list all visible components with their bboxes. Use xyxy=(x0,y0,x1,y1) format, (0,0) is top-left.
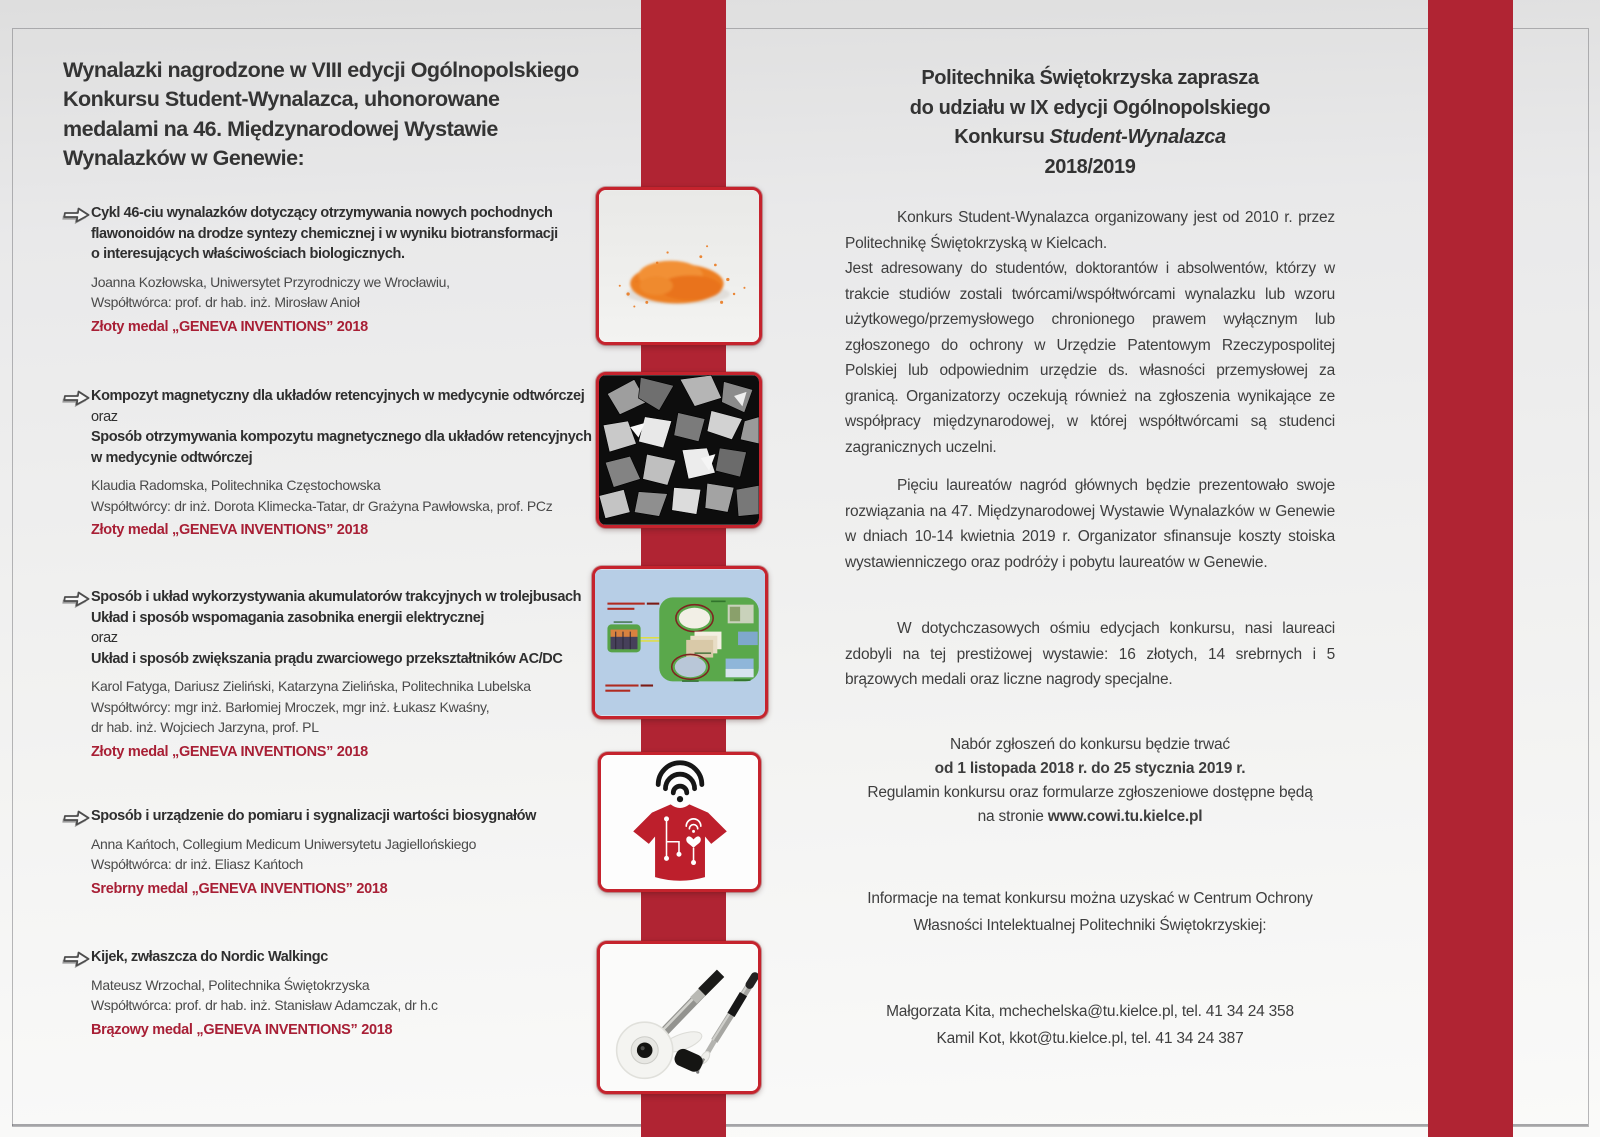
paragraph-about-contest xyxy=(845,205,1335,460)
callout-website-line xyxy=(845,805,1335,829)
callout-website-prefix: na stronie xyxy=(977,808,1048,825)
arrow-icon xyxy=(62,949,92,969)
left-page-title xyxy=(63,56,603,173)
right-title-line3-prefix: Konkursu xyxy=(954,126,1050,148)
invention-authors-line: Współtwórcy: dr inż. Dorota Klimecka-Tatar, dr Grażyna Pawłowska, prof. PCz xyxy=(91,497,553,514)
arrow-icon xyxy=(62,589,92,609)
medal-award-text: Złoty medal „GENEVA INVENTIONS” 2018 xyxy=(91,743,368,760)
left-title-line: Wynalazki nagrodzone w VIII edycji Ogólnopolskiego xyxy=(63,58,579,82)
right-page-title xyxy=(845,64,1335,182)
paragraph-laureates-geneva xyxy=(845,473,1335,575)
invention-title-line: oraz xyxy=(91,630,118,646)
contact-line: Małgorzata Kita, mchechelska@tu.kielce.pl, tel. 41 34 24 358 xyxy=(886,1003,1294,1020)
contact-block xyxy=(845,998,1335,1052)
arrow-icon xyxy=(62,205,92,225)
invention-title-line: w medycynie odtwórczej xyxy=(91,449,253,466)
invention-item xyxy=(62,806,602,897)
right-title-line: Politechnika Świętokrzyska zaprasza xyxy=(921,67,1259,89)
invention-item xyxy=(62,386,602,538)
medal-award-text: Srebrny medal „GENEVA INVENTIONS” 2018 xyxy=(91,880,388,897)
invention-item xyxy=(62,587,602,760)
medal-award-text: Złoty medal „GENEVA INVENTIONS” 2018 xyxy=(91,522,368,538)
invention-authors-line: Joanna Kozłowska, Uniwersytet Przyrodniczy we Wrocławiu, xyxy=(91,273,450,290)
paragraph-past-editions xyxy=(845,616,1335,693)
info-line: Własności Intelektualnej Politechniki Świętokrzyskiej: xyxy=(913,916,1267,934)
left-title-line: Wynalazków w Genewie: xyxy=(63,145,305,170)
page-bottom-edge-line xyxy=(12,1124,1588,1126)
medal-award-text: Brązowy medal „GENEVA INVENTIONS” 2018 xyxy=(91,1021,393,1038)
invention-authors-line: Karol Fatyga, Dariusz Zieliński, Katarzyna Zielińska, Politechnika Lubelska xyxy=(91,678,531,694)
arrow-icon xyxy=(62,808,92,828)
invention-title-line: oraz xyxy=(91,408,118,425)
right-title-line3-italic: Student-Wynalazca xyxy=(1049,126,1226,148)
left-title-line: Konkursu Student-Wynalazca, uhonorowane xyxy=(63,87,500,112)
website-url: www.cowi.tu.kielce.pl xyxy=(1047,808,1203,825)
paragraph-text: Konkurs Student-Wynalazca organizowany jest od 2010 r. przez Politechnikę Świętokrzyską w Kielcach. xyxy=(845,209,1335,252)
callout-line: Nabór zgłoszeń do konkursu będzie trwać xyxy=(950,736,1230,753)
info-line: Informacje na temat konkursu można uzyskać w Centrum Ochrony xyxy=(867,890,1313,907)
paragraph-text: Pięciu laureatów nagród głównych będzie prezentowało swoje rozwiązania na 47. Międzynarodowej Wystawie Wynalazków w Genewie w dniach 10-14 kwietnia 2019 r. Organizator sfinansuje koszty stoiska wystawienniczego oraz podróży i pobytu laureatów w Genewie. xyxy=(845,477,1335,571)
invention-authors-line: Współtwórca: prof. dr hab. inż. Mirosław Anioł xyxy=(91,294,360,310)
orange-powder-photo xyxy=(596,187,762,345)
left-title-line: medalami na 46. Międzynarodowej Wystawie xyxy=(63,116,498,141)
right-title-line: 2018/2019 xyxy=(1044,155,1136,178)
invention-authors-line: Współtwórca: prof. dr hab. inż. Stanisław Adamczak, dr h.c xyxy=(91,997,438,1013)
invention-item xyxy=(62,947,602,1038)
invention-authors-line: dr hab. inż. Wojciech Jarzyna, prof. PL xyxy=(91,719,319,735)
invention-authors-line: Współtwórcy: mgr inż. Barłomiej Mroczek, mgr inż. Łukasz Kwaśny, xyxy=(91,698,490,715)
invention-title-line: o interesujących właściwościach biologicznych. xyxy=(91,246,405,262)
invention-title-line: Sposób otrzymywania kompozytu magnetycznego dla układów retencyjnych xyxy=(91,429,592,445)
invention-authors-line: Współtwórca: dr inż. Eliasz Kańtoch xyxy=(91,856,304,872)
right-title-line: do udziału w IX edycji Ogólnopolskiego xyxy=(909,96,1271,119)
invention-title-line: flawonoidów na drodze syntezy chemicznej i w wyniku biotransformacji xyxy=(91,225,558,242)
invention-title-line: Układ i sposób zwiększania prądu zwarciowego przekształtników AC/DC xyxy=(91,650,563,667)
medal-award-text: Złoty medal „GENEVA INVENTIONS” 2018 xyxy=(91,318,368,335)
right-red-band xyxy=(1428,0,1513,1137)
right-title-line xyxy=(845,123,1335,153)
invention-title-line: Kompozyt magnetyczny dla układów retencyjnych w medycynie odtwórczej xyxy=(91,388,585,404)
paragraph-text: Jest adresowany do studentów, doktorantów i absolwentów, którzy w trakcie studiów zostali twórcami/współtwórcami wynalazku lub wzoru użytkowego/przemysłowego chronionego prawem wyłącznym lub zgłoszonego do ochrony w Urzędzie Patentowym Rzeczypospolitej Polskiej lub odpowiednim urzędzie ds. własności przemysłowej za granicą. Organizatorzy oczekują również na zgłoszenia wynikające ze współpracy międzynarodowej, w której współtwórcami są studenci zagranicznych uczelni. xyxy=(845,260,1335,456)
invention-authors-line: Klaudia Radomska, Politechnika Częstochowska xyxy=(91,477,381,493)
invention-title-line: Sposób i układ wykorzystywania akumulatorów trakcyjnych w trolejbusach xyxy=(91,589,582,605)
paragraph-text: W dotychczasowych ośmiu edycjach konkursu, nasi laureaci zdobyli na tej prestiżowej wystawie: 16 złotych, 14 srebrnych i 5 brązowych medali oraz liczne nagrody specjalne. xyxy=(845,620,1335,688)
invention-title-line: Kijek, zwłaszcza do Nordic Walkingc xyxy=(91,949,328,965)
invention-authors-line: Anna Kańtoch, Collegium Medicum Uniwersytetu Jagiellońskiego xyxy=(91,835,477,852)
submission-callout xyxy=(845,733,1335,829)
contact-line: Kamil Kot, kkot@tu.kielce.pl, tel. 41 34 24 387 xyxy=(936,1030,1244,1047)
invention-authors-line: Mateusz Wrzochal, Politechnika Świętokrzyska xyxy=(91,976,370,993)
info-block xyxy=(845,886,1335,939)
invention-title-line: Układ i sposób wspomagania zasobnika energii elektrycznej xyxy=(91,609,484,626)
arrow-icon xyxy=(62,388,92,408)
invention-title-line: Cykl 46-ciu wynalazków dotyczący otrzymywania nowych pochodnych xyxy=(91,205,553,221)
callout-line: Regulamin konkursu oraz formularze zgłoszeniowe dostępne będą xyxy=(867,784,1313,801)
nordic-walking-pole-photo xyxy=(597,941,761,1094)
magnetic-composite-sem-photo xyxy=(596,372,762,528)
smart-tshirt-biosignal-icon xyxy=(598,752,761,892)
callout-dates: od 1 listopada 2018 r. do 25 stycznia 2019 r. xyxy=(934,760,1246,777)
invention-item xyxy=(62,203,602,335)
trolleybus-energy-diagram xyxy=(592,566,768,719)
invention-title-line: Sposób i urządzenie do pomiaru i sygnalizacji wartości biosygnałów xyxy=(91,808,536,824)
